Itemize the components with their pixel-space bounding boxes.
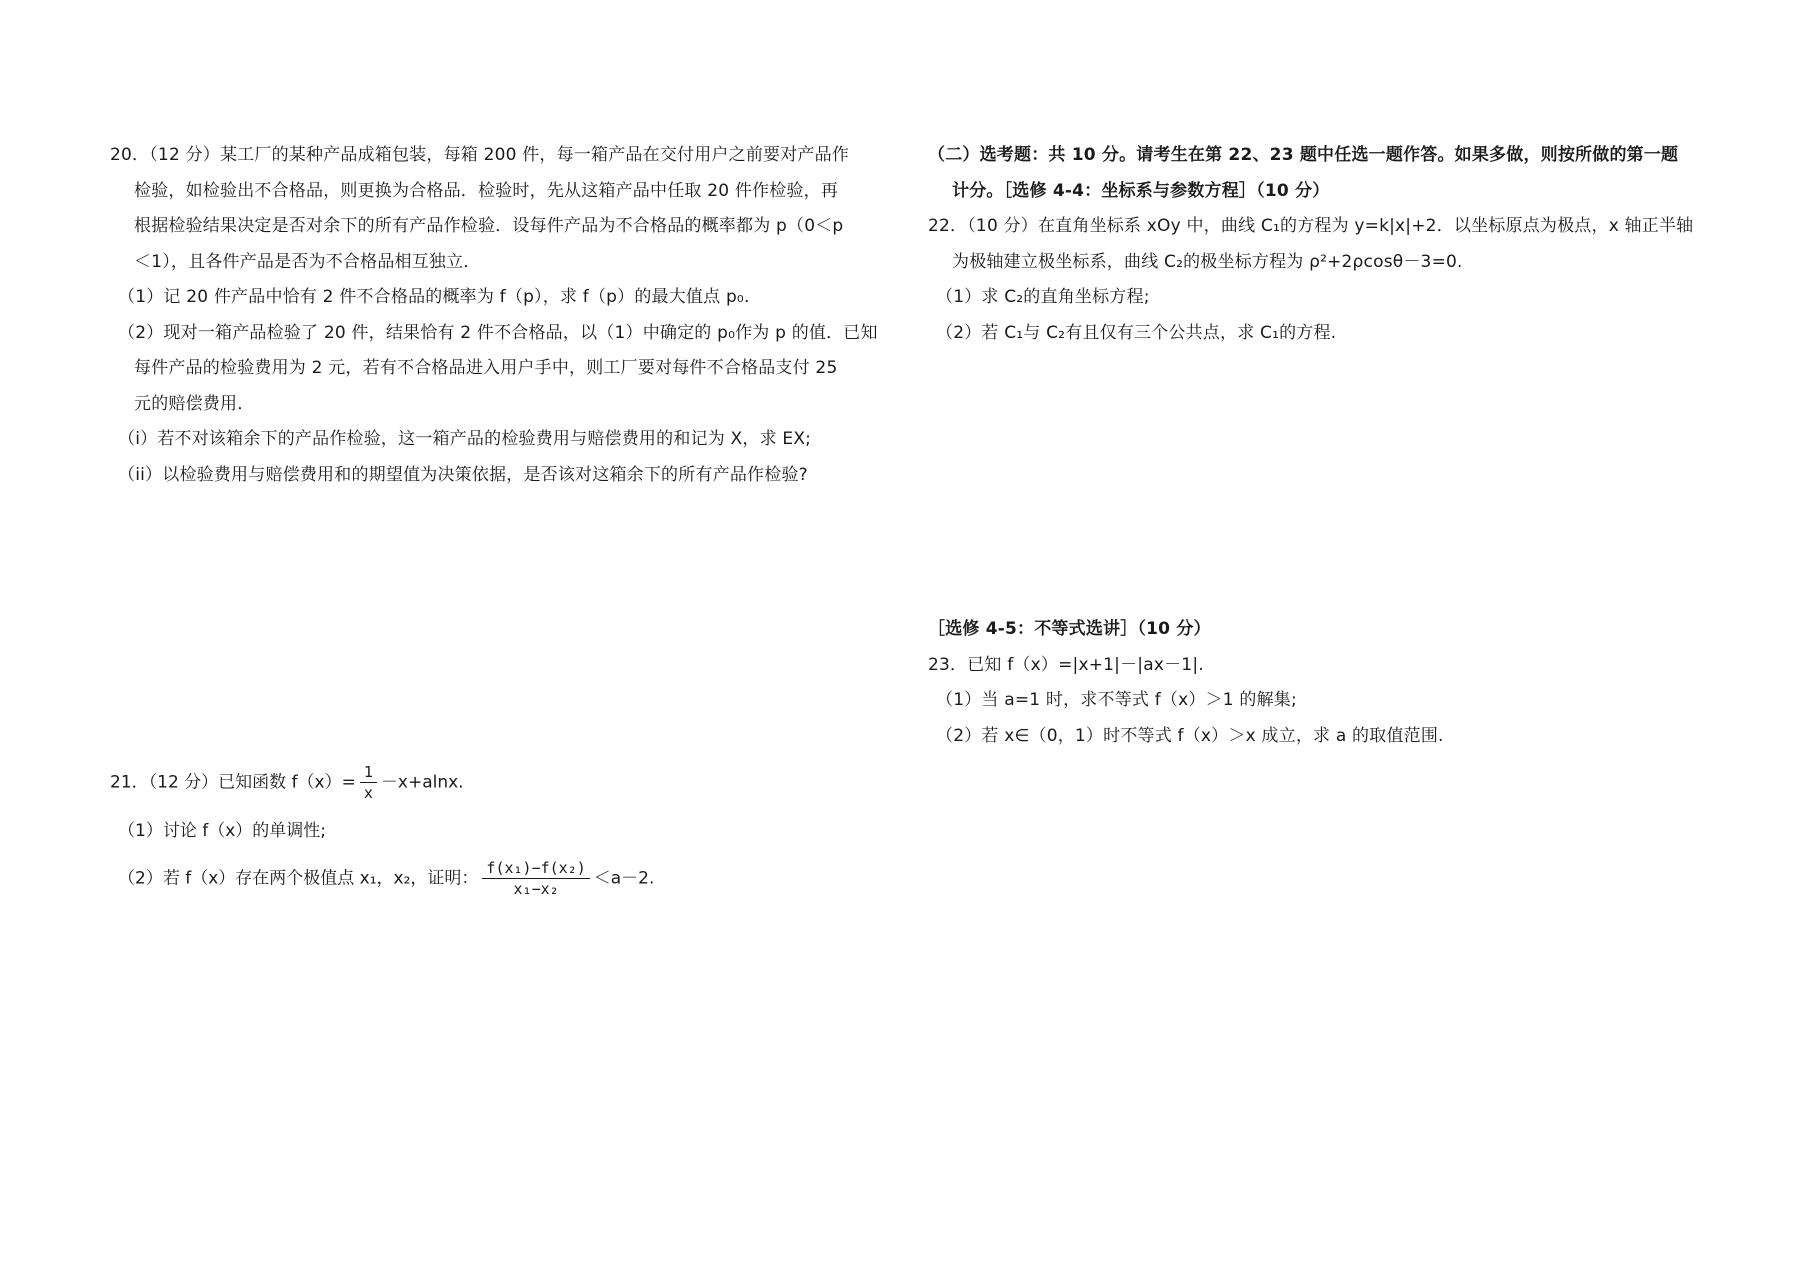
q21-part-2-suffix: ＜a－2. xyxy=(593,868,655,889)
q20-line-2: 检验，如检验出不合格品，则更换为合格品．检验时，先从这箱产品中任取 20 件作检验，再 xyxy=(134,180,839,201)
q20-line-1: 20．（12 分）某工厂的某种产品成箱包装，每箱 200 件，每一箱产品在交付用户之前要对产品作 xyxy=(110,145,850,165)
q23-section-header: ［选修 4-5：不等式选讲］（10 分） xyxy=(928,619,1211,639)
q20-part-2-line-3: 元的赔偿费用． xyxy=(134,393,255,414)
q21-part-2 xyxy=(118,858,654,899)
q21-stem-suffix: －x+alnx. xyxy=(380,772,464,793)
q21-stem-fraction-numerator: 1 xyxy=(360,762,377,783)
question-23 xyxy=(928,612,1728,754)
q21-part-2-fraction-numerator: f(x₁)−f(x₂) xyxy=(482,858,589,879)
q21-stem xyxy=(110,762,464,803)
q20-line-3: 根据检验结果决定是否对余下的所有产品作检验．设每件产品为不合格品的概率都为 p（0＜p xyxy=(134,216,844,236)
q22-line-2: 为极轴建立极坐标系，曲线 C₂的极坐标方程为 ρ²+2ρcosθ－3=0. xyxy=(952,251,1463,272)
q22-part-2: （2）若 C₁与 C₂有且仅有三个公共点，求 C₁的方程. xyxy=(936,322,1337,343)
q22-line-1: 22．（10 分）在直角坐标系 xOy 中，曲线 C₁的方程为 y=k|x|+2．以坐标原点为极点，x 轴正半轴 xyxy=(928,216,1694,236)
q21-part-2-fraction xyxy=(482,858,589,899)
right-column xyxy=(928,138,1728,351)
question-20 xyxy=(110,138,910,493)
q23-part-2: （2）若 x∈（0，1）时不等式 f（x）＞x 成立，求 a 的取值范围. xyxy=(936,725,1444,746)
elective-section-header-line-2: 计分。［选修 4-4：坐标系与参数方程］（10 分） xyxy=(952,180,1330,201)
elective-section-header-line-1: （二）选考题：共 10 分。请考生在第 22、23 题中任选一题作答。如果多做，则按所做的第一题 xyxy=(928,145,1679,165)
q20-subpart-i: （i）若不对该箱余下的产品作检验，这一箱产品的检验费用与赔偿费用的和记为 X，求 EX; xyxy=(118,429,812,449)
q22-part-1: （1）求 C₂的直角坐标方程; xyxy=(936,287,1150,307)
q21-part-1: （1）讨论 f（x）的单调性; xyxy=(118,821,326,841)
q20-part-2: （2）现对一箱产品检验了 20 件，结果恰有 2 件不合格品，以（1）中确定的 p₀作为 p 的值．已知 xyxy=(118,322,878,343)
question-22 xyxy=(928,209,1728,351)
q21-part-2-prefix: （2）若 f（x）存在两个极值点 x₁，x₂，证明： xyxy=(118,868,479,889)
q23-part-1: （1）当 a=1 时，求不等式 f（x）＞1 的解集; xyxy=(936,690,1297,710)
q21-stem-fraction xyxy=(360,762,377,803)
q20-subpart-ii: （ii）以检验费用与赔偿费用和的期望值为决策依据，是否该对这箱余下的所有产品作检验? xyxy=(118,464,808,485)
q21-part-2-fraction-denominator: x₁−x₂ xyxy=(513,880,559,898)
q23-stem: 23．已知 f（x）=|x+1|－|ax－1|. xyxy=(928,654,1204,675)
q21-stem-fraction-denominator: x xyxy=(363,784,373,802)
q20-line-4: ＜1），且各件产品是否为不合格品相互独立． xyxy=(134,251,481,272)
q21-stem-prefix: 21．（12 分）已知函数 f（x）= xyxy=(110,772,356,793)
left-column xyxy=(110,138,910,493)
q20-part-2-line-2: 每件产品的检验费用为 2 元，若有不合格品进入用户手中，则工厂要对每件不合格品支付 25 xyxy=(134,358,838,378)
q20-part-1: （1）记 20 件产品中恰有 2 件不合格品的概率为 f（p），求 f（p）的最大值点 p₀. xyxy=(118,287,750,307)
